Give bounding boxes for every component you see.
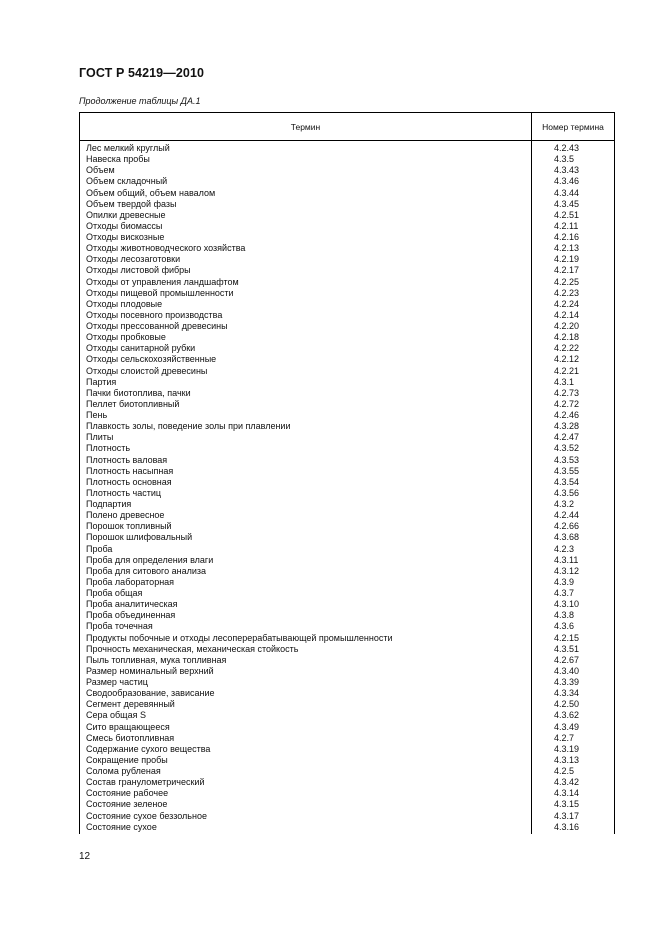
- term-number-cell: 4.2.67: [554, 654, 580, 665]
- term-number-cell: 4.3.42: [554, 777, 580, 788]
- table-row: [80, 566, 614, 577]
- term-number-cell: 4.3.56: [554, 487, 580, 498]
- term-number-cell: 4.2.16: [554, 232, 580, 242]
- term-cell: Объем складочный: [86, 176, 168, 187]
- table-row: [80, 722, 614, 733]
- term-cell: Пачки биотоплива, пачки: [86, 387, 191, 398]
- term-cell: Отходы листовой фибры: [86, 265, 191, 276]
- table-row: [80, 510, 614, 521]
- term-number-cell: 4.2.47: [554, 432, 580, 443]
- table-row: [80, 232, 614, 243]
- term-cell: Состояние сухое: [86, 821, 157, 832]
- term-cell: Плотность: [86, 443, 131, 454]
- term-number-cell: 4.3.62: [554, 710, 580, 721]
- term-number-cell: 4.3.28: [554, 421, 580, 432]
- table-row: [80, 466, 614, 477]
- term-cell: Проба: [86, 543, 113, 554]
- term-number-cell: 4.2.5: [554, 766, 575, 776]
- term-cell: Проба лабораторная: [86, 576, 175, 587]
- table-row: [80, 277, 614, 288]
- term-cell: Опилки древесные: [86, 209, 166, 220]
- term-number-cell: 4.3.44: [554, 187, 580, 198]
- table-row: [80, 755, 614, 766]
- table-row: [80, 343, 614, 354]
- table-row: [80, 455, 614, 466]
- term-number-cell: 4.3.15: [554, 799, 580, 810]
- table-row: [80, 154, 614, 165]
- term-cell: Полено древесное: [86, 510, 165, 521]
- term-cell: Объем: [86, 165, 115, 176]
- table-row: [80, 299, 614, 310]
- table-row: [80, 577, 614, 588]
- table-header: [80, 113, 614, 141]
- table-row: [80, 321, 614, 332]
- table-row: [80, 744, 614, 755]
- term-number-cell: 4.3.54: [554, 476, 580, 487]
- term-cell: Отходы санитарной рубки: [86, 343, 196, 354]
- term-number-cell: 4.3.7: [554, 588, 575, 598]
- term-cell: Проба аналитическая: [86, 599, 178, 610]
- table-row: [80, 254, 614, 265]
- term-cell: Отходы вискозные: [86, 232, 165, 242]
- term-cell: Лес мелкий круглый: [86, 143, 170, 153]
- term-cell: Плиты: [86, 432, 114, 443]
- term-number-cell: 4.3.52: [554, 443, 580, 454]
- term-number-cell: 4.3.43: [554, 165, 580, 176]
- term-number-cell: 4.2.12: [554, 354, 580, 365]
- term-number-cell: 4.2.3: [554, 543, 575, 554]
- term-cell: Проба для определения влаги: [86, 554, 214, 565]
- term-number-cell: 4.2.51: [554, 209, 580, 220]
- term-cell: Проба для ситового анализа: [86, 565, 207, 576]
- terms-table: [79, 112, 615, 834]
- table-row: [80, 477, 614, 488]
- term-cell: Сводообразование, зависание: [86, 688, 215, 699]
- term-number-cell: 4.3.10: [554, 599, 580, 610]
- table-row: [80, 332, 614, 343]
- term-cell: Сегмент деревянный: [86, 699, 175, 710]
- term-cell: Плотность частиц: [86, 487, 162, 498]
- table-row: [80, 199, 614, 210]
- term-cell: Состояние сухое беззольное: [86, 810, 207, 821]
- term-cell: Плотность насыпная: [86, 465, 174, 476]
- table-row: [80, 655, 614, 666]
- term-number-cell: 4.2.15: [554, 632, 580, 643]
- table-row: [80, 544, 614, 555]
- term-number-cell: 4.2.14: [554, 309, 580, 320]
- term-number-cell: 4.2.73: [554, 387, 580, 398]
- term-cell: Партия: [86, 376, 117, 387]
- table-caption: Продолжение таблицы ДА.1: [79, 96, 201, 106]
- term-cell: Продукты побочные и отходы лесоперерабатывающей промышленности: [86, 632, 393, 643]
- table-row: [80, 410, 614, 421]
- table-row: [80, 555, 614, 566]
- table-row: [80, 588, 614, 599]
- term-number-cell: 4.3.11: [554, 554, 579, 565]
- term-number-cell: 4.3.19: [554, 743, 580, 754]
- term-cell: Пыль топливная, мука топливная: [86, 654, 227, 665]
- table-row: [80, 421, 614, 432]
- table-row: [80, 688, 614, 699]
- term-cell: Плотность валовая: [86, 454, 168, 465]
- term-number-cell: 4.3.39: [554, 677, 580, 687]
- term-number-cell: 4.3.51: [554, 643, 580, 654]
- term-number-cell: 4.3.68: [554, 532, 580, 543]
- table-row: [80, 210, 614, 221]
- table-row: [80, 733, 614, 744]
- table-row: [80, 799, 614, 810]
- term-cell: Сито вращающееся: [86, 721, 170, 732]
- page-number: 12: [79, 851, 91, 862]
- term-number-cell: 4.3.6: [554, 621, 575, 632]
- table-row: [80, 165, 614, 176]
- table-row: [80, 176, 614, 187]
- term-number-cell: 4.3.40: [554, 665, 580, 676]
- term-number-cell: 4.2.20: [554, 321, 580, 331]
- term-number-cell: 4.3.45: [554, 198, 580, 209]
- document-title: ГОСТ Р 54219—2010: [79, 66, 205, 80]
- term-number-cell: 4.3.17: [554, 810, 580, 821]
- term-cell: Пень: [86, 410, 108, 420]
- table-row: [80, 532, 614, 543]
- term-number-cell: 4.2.11: [554, 220, 579, 231]
- term-cell: Содержание сухого вещества: [86, 743, 211, 754]
- table-row: [80, 710, 614, 721]
- table-row: [80, 388, 614, 399]
- table-row: [80, 644, 614, 655]
- table-row: [80, 788, 614, 799]
- term-cell: Отходы от управления ландшафтом: [86, 276, 239, 287]
- term-cell: Размер частиц: [86, 677, 148, 687]
- table-row: [80, 621, 614, 632]
- table-row: [80, 310, 614, 321]
- column-header-term: Термин: [290, 121, 321, 132]
- table-row: [80, 699, 614, 710]
- term-cell: Порошок шлифовальный: [86, 532, 193, 543]
- table-row: [80, 766, 614, 777]
- table-row: [80, 354, 614, 365]
- term-cell: Сокращение пробы: [86, 754, 168, 765]
- term-cell: Подпартия: [86, 499, 132, 509]
- term-cell: Смесь биотопливная: [86, 732, 175, 743]
- term-cell: Пеллет биотопливный: [86, 398, 180, 409]
- term-cell: Проба объединенная: [86, 610, 176, 621]
- table-row: [80, 633, 614, 644]
- table-row: [80, 366, 614, 377]
- table-row: [80, 610, 614, 621]
- term-cell: Отходы животноводческого хозяйства: [86, 243, 246, 254]
- term-number-cell: 4.2.25: [554, 276, 580, 287]
- term-cell: Состояние зеленое: [86, 799, 168, 810]
- term-cell: Проба точечная: [86, 621, 153, 632]
- term-cell: Солома рубленая: [86, 766, 161, 776]
- term-cell: Сера общая S: [86, 710, 146, 721]
- term-number-cell: 4.3.5: [554, 154, 575, 165]
- term-number-cell: 4.2.18: [554, 332, 580, 343]
- table-row: [80, 221, 614, 232]
- term-number-cell: 4.2.19: [554, 254, 580, 265]
- term-number-cell: 4.2.17: [554, 265, 580, 276]
- table-row: [80, 399, 614, 410]
- table-row: [80, 499, 614, 510]
- term-number-cell: 4.3.13: [554, 754, 580, 765]
- term-cell: Отходы сельскохозяйственные: [86, 354, 217, 365]
- term-cell: Состояние рабочее: [86, 788, 169, 799]
- term-cell: Проба общая: [86, 588, 143, 598]
- term-cell: Объем общий, объем навалом: [86, 187, 216, 198]
- term-number-cell: 4.3.55: [554, 465, 580, 476]
- table-row: [80, 265, 614, 276]
- term-number-cell: 4.2.50: [554, 699, 580, 710]
- term-cell: Отходы посевного производства: [86, 309, 223, 320]
- table-row: [80, 811, 614, 822]
- term-number-cell: 4.2.7: [554, 732, 575, 743]
- term-number-cell: 4.3.46: [554, 176, 580, 187]
- table-row: [80, 521, 614, 532]
- term-number-cell: 4.3.16: [554, 821, 580, 832]
- table-row: [80, 488, 614, 499]
- table-row: [80, 377, 614, 388]
- term-cell: Плавкость золы, поведение золы при плавлении: [86, 421, 291, 432]
- term-number-cell: 4.2.44: [554, 510, 580, 521]
- term-number-cell: 4.3.53: [554, 454, 580, 465]
- table-row: [80, 443, 614, 454]
- table-row: [80, 432, 614, 443]
- term-cell: Навеска пробы: [86, 154, 150, 165]
- table-row: [80, 666, 614, 677]
- term-number-cell: 4.3.34: [554, 688, 580, 699]
- term-number-cell: 4.2.66: [554, 521, 580, 532]
- term-number-cell: 4.2.21: [554, 365, 580, 376]
- term-number-cell: 4.3.49: [554, 721, 580, 732]
- table-row: [80, 599, 614, 610]
- table-row: [80, 243, 614, 254]
- term-cell: Отходы пробковые: [86, 332, 166, 343]
- table-row: [80, 188, 614, 199]
- table-row: [80, 777, 614, 788]
- term-cell: Плотность основная: [86, 476, 172, 487]
- term-number-cell: 4.2.23: [554, 287, 580, 298]
- term-cell: Отходы пищевой промышленности: [86, 287, 234, 298]
- table-row: [80, 822, 614, 833]
- table-row: [80, 677, 614, 688]
- term-number-cell: 4.2.22: [554, 343, 580, 354]
- term-number-cell: 4.3.1: [554, 376, 575, 387]
- table-body: [80, 143, 614, 833]
- term-cell: Состав гранулометрический: [86, 777, 205, 788]
- term-number-cell: 4.3.9: [554, 576, 575, 587]
- term-cell: Размер номинальный верхний: [86, 665, 214, 676]
- term-number-cell: 4.2.24: [554, 298, 580, 309]
- term-number-cell: 4.2.72: [554, 398, 580, 409]
- term-number-cell: 4.2.13: [554, 243, 580, 254]
- term-cell: Отходы слоистой древесины: [86, 365, 208, 376]
- table-row: [80, 288, 614, 299]
- term-cell: Отходы прессованной древесины: [86, 321, 228, 331]
- term-number-cell: 4.3.8: [554, 610, 575, 621]
- term-number-cell: 4.3.2: [554, 499, 575, 509]
- table-row: [80, 143, 614, 154]
- term-number-cell: 4.3.12: [554, 565, 580, 576]
- term-number-cell: 4.3.14: [554, 788, 580, 799]
- term-cell: Прочность механическая, механическая стойкость: [86, 643, 299, 654]
- term-number-cell: 4.2.46: [554, 410, 580, 420]
- term-cell: Отходы плодовые: [86, 298, 163, 309]
- column-header-number: Номер термина: [542, 121, 604, 132]
- term-number-cell: 4.2.43: [554, 143, 580, 153]
- term-cell: Порошок топливный: [86, 521, 172, 532]
- term-cell: Отходы биомассы: [86, 220, 163, 231]
- term-cell: Отходы лесозаготовки: [86, 254, 181, 265]
- term-cell: Объем твердой фазы: [86, 198, 177, 209]
